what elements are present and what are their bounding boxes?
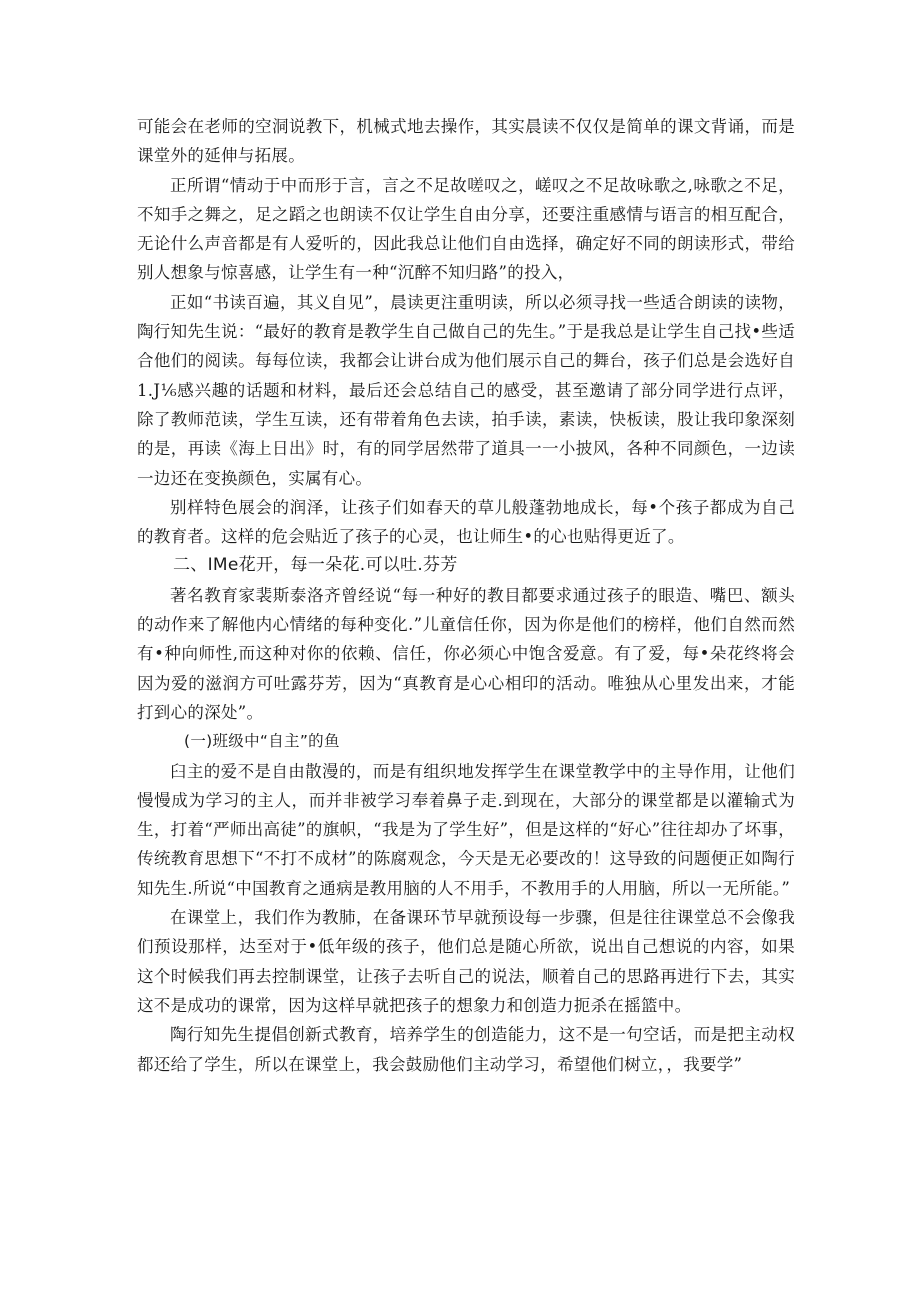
document-page: [137, 112, 795, 1079]
subsection-heading: (一)班级中“自主”的鱼: [184, 732, 340, 751]
paragraph-autonomy: 臼主的爱不是自由散漫的，而是有组织地发挥学生在课堂教学中的主导作用，让他们慢慢成为学习的主人，而并非被学习奉着鼻子走.到现在，大部分的课堂都是以灌输式为生，打着“严师出高徒”的旗帜，“我是为了学生好”，但是这样的“好心”往往却办了坏事，传统教育思想下“不打不成材”的陈腐观念，今天是无必要改的！这导致的问题便正如陶行知先生.所说“中国教育之通病是教用脑的人不用手，不教用手的人用脑，所以一无所能。”: [137, 761, 795, 898]
paragraph-pestalozzi: 著名教育家裴斯泰洛齐曾经说“每一种好的教目都要求通过孩子的眼造、嘴巴、额头的动作来了解他内心情绪的每种变化.”儿童信任你，因为你是他们的榜样，他们自然而然有•种向师性,而这种对你的依赖、信任，你必须心中饱含爱意。有了爱，每•朵花终将会因为爱的滋润方可吐露芬芳，因为“真教育是心心相印的活动。唯独从心里发出来，才能打到心的深处”。: [137, 585, 795, 722]
paragraph-reading-practice: 正如“书读百遍，其义自见”，晨读更注重明读，所以必须寻找一些适合朗读的读物，陶行知先生说：“最好的教育是教学生自己做自己的先生。”于是我总是让学生自己找•些适合他们的阅读。每每位读，我都会让讲台成为他们展示自己的舞台，孩子们总是会选好自1.J⅙感兴趣的话题和材料，最后还会总结自己的感受，甚至邀请了部分同学进行点评，除了教师范读，学生互读，还有带着角色去读，拍手读，素读，快板读，股让我印象深刻的是，再读《海上日出》时，有的同学居然带了道具一一小披风，各种不同颜色，一边读一边还在变换颜色，实属有心。: [137, 292, 795, 488]
paragraph-growth: 别样特色展会的润泽，让孩子们如春天的草儿般蓬勃地成长，每•个孩子都成为自己的教育者。这样的危会贴近了孩子的心灵，也让师生•的心也贴得更近了。: [137, 497, 795, 547]
section-heading: 二、IMe花开，每一朵花.可以吐.芬芳: [173, 555, 458, 576]
paragraph-classroom: 在课堂上，我们作为教肺，在备课环节早就预设每一步骤，但是往往课堂总不会像我们预设那样，达至对于•低年级的孩子，他们总是随心所欲，说出自己想说的内容，如果这个时候我们再去控制课堂，让孩子去听自己的说法，顺着自己的思路再进行下去，其实这不是成功的课常，因为这样早就把孩子的想象力和创造力扼杀在摇篮中。: [137, 908, 795, 1015]
paragraph-emotion-quote: 正所谓“情动于中而形于言，言之不足故嗟叹之，嵯叹之不足故咏歌之,咏歌之不足，不知手之舞之，足之蹈之也朗读不仅让学生自由分享，还要注重感情与语言的相互配合，无论什么声音都是有人爱听的，因此我总让他们自由选择，确定好不同的朗读形式，带给别人想象与惊喜感，让学生有一种“沉醉不知归路”的投入，: [137, 175, 795, 283]
paragraph-innovation: 陶行知先生提倡创新式教育，培养学生的创造能力，这不是一句空话，而是把主动权都还给了学生，所以在课堂上，我会鼓励他们主动学习，希望他们树立，，我要学”: [137, 1025, 795, 1074]
paragraph-continuation: 可能会在老师的空洞说教下，机械式地去操作，其实晨读不仅仅是简单的课文背诵，而是课堂外的延伸与拓展。: [137, 117, 795, 166]
